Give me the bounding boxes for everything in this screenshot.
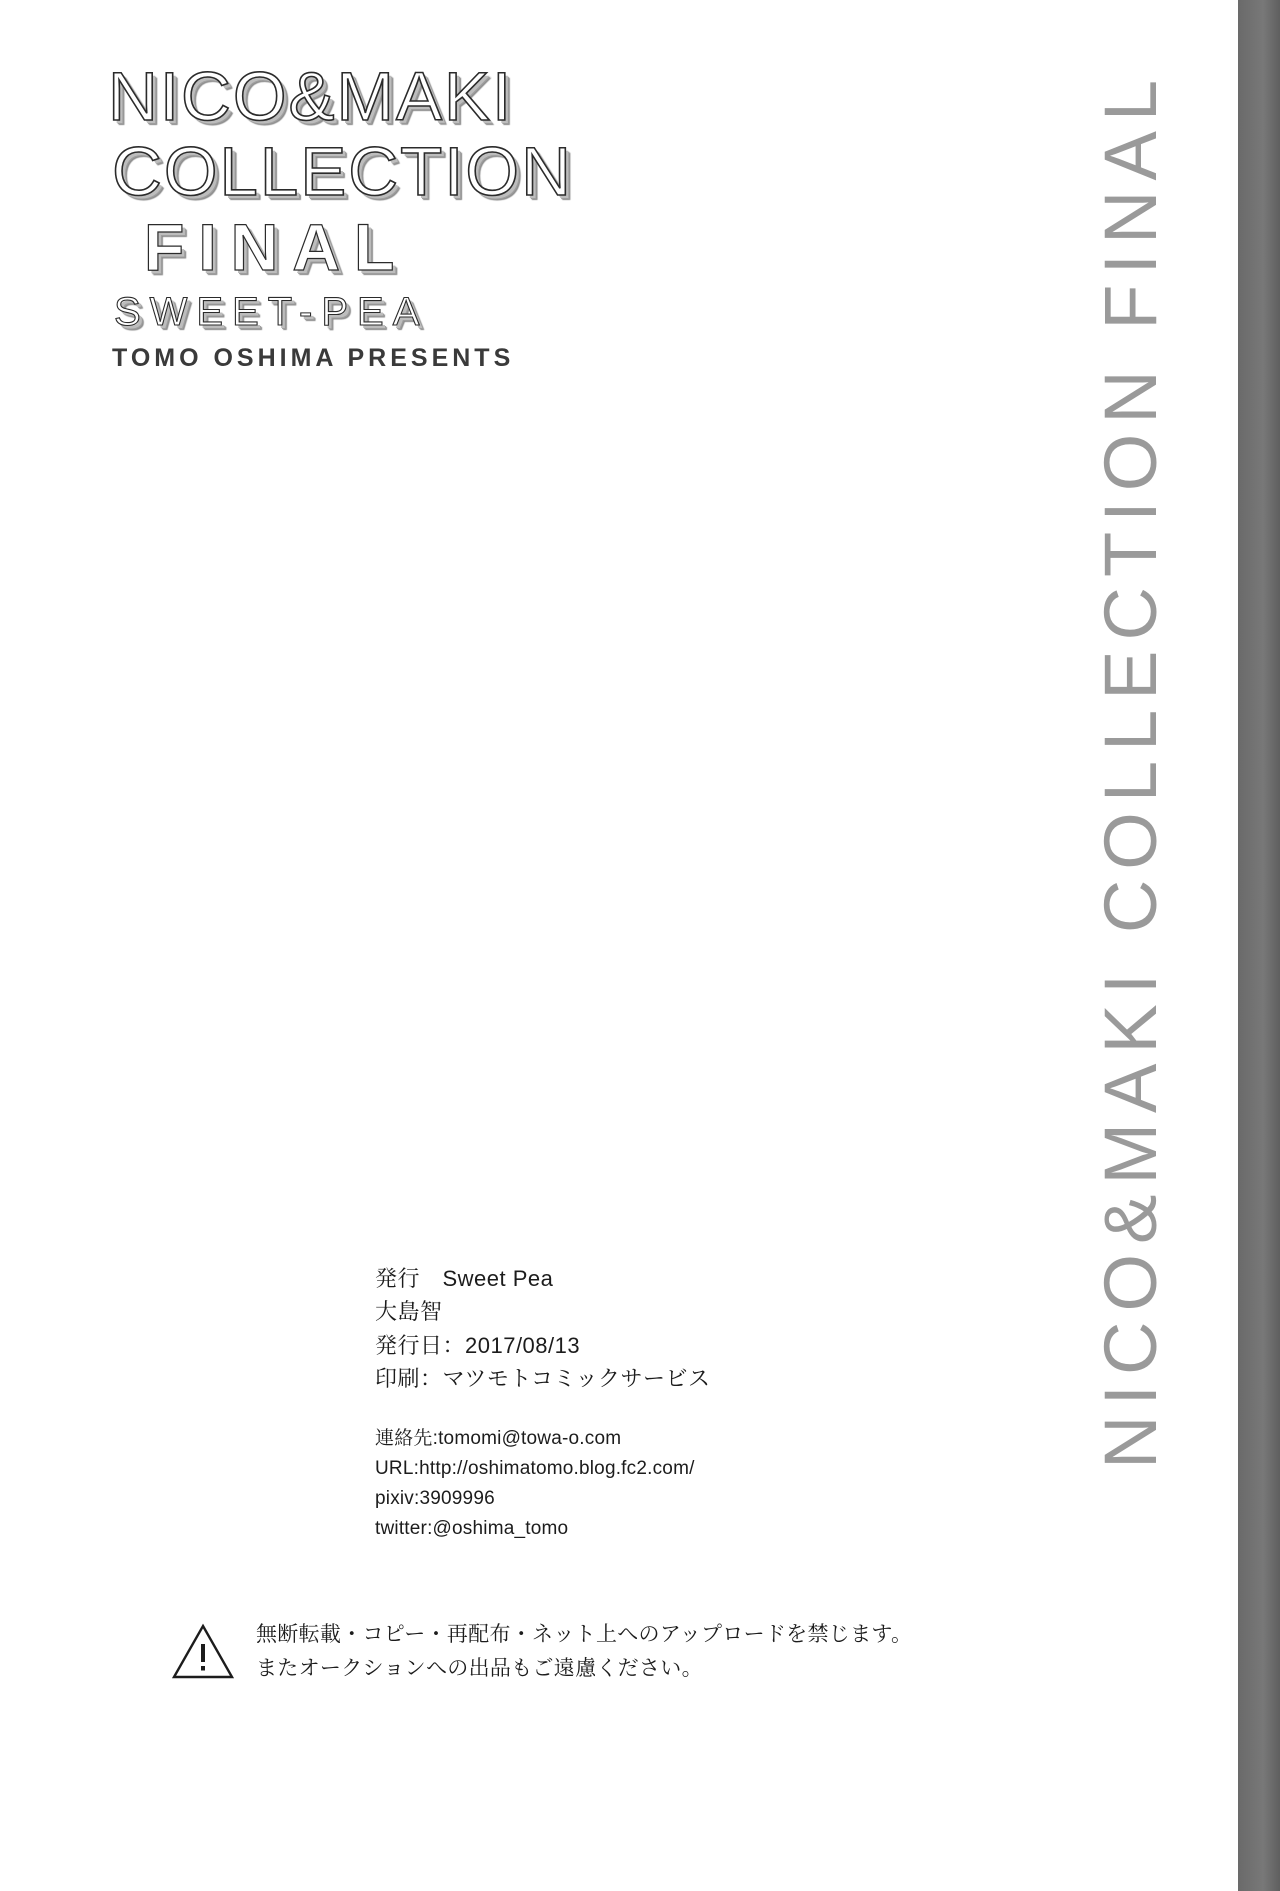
colophon-contact [375, 1424, 1015, 1544]
colophon-printer: 印刷：マツモトコミックサービス [375, 1366, 711, 1392]
vertical-side-title-text: NICO&MAKI COLLECTION FINAL [1088, 70, 1172, 1469]
colophon-email: 連絡先:tomomi@towa-o.com [375, 1427, 622, 1449]
colophon-twitter: twitter:@oshima_tomo [375, 1517, 569, 1539]
colophon-pixiv: pixiv:3909996 [375, 1487, 495, 1509]
logo-line-5-presents: TOMO OSHIMA PRESENTS [112, 344, 515, 372]
vertical-side-title [1023, 0, 1238, 1891]
colophon-author: 大島智 [375, 1299, 443, 1325]
spine-strip [1238, 0, 1280, 1891]
title-logo [108, 58, 668, 372]
warning-notice [172, 1618, 1032, 1686]
logo-line-4: SWEET-PEA [114, 290, 429, 334]
colophon-publisher: 発行 Sweet Pea [375, 1266, 554, 1291]
colophon-main [375, 1262, 1015, 1396]
warning-line-2: またオークションへの出品もご遠慮ください。 [256, 1657, 703, 1681]
warning-text [256, 1618, 912, 1686]
spine-strip-gradient [1238, 0, 1280, 1891]
logo-line-2: COLLECTION [112, 133, 573, 210]
colophon-url: URL:http://oshimatomo.blog.fc2.com/ [375, 1457, 695, 1479]
warning-triangle-icon [172, 1622, 234, 1680]
warning-line-1: 無断転載・コピー・再配布・ネット上へのアップロードを禁じます。 [256, 1623, 913, 1646]
colophon-publish-date: 発行日：2017/08/13 [375, 1332, 581, 1358]
logo-line-1: NICO&MAKI [108, 58, 514, 135]
logo-line-3: FINAL [144, 210, 409, 284]
colophon-block [375, 1262, 1015, 1544]
